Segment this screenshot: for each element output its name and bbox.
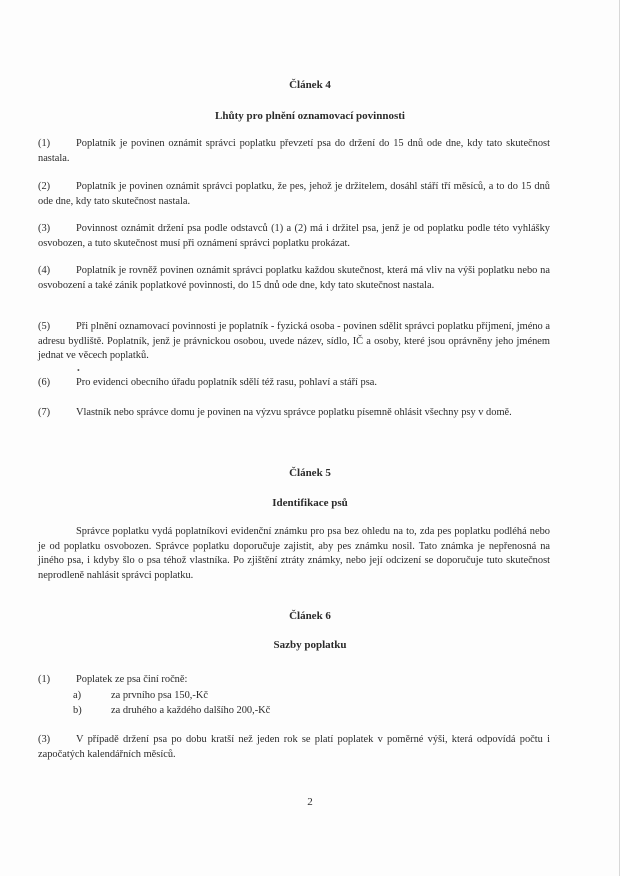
article-4-paragraph-4 <box>38 264 550 293</box>
article-4-paragraph-7 <box>38 406 550 421</box>
article-4-paragraph-6 <box>38 376 550 391</box>
paragraph-number: (4) <box>38 265 51 276</box>
paragraph-text: Poplatek ze psa činí ročně: <box>76 674 188 685</box>
paragraph-number: (1) <box>38 674 51 685</box>
item-text: za druhého a každého dalšího 200,-Kč <box>111 705 271 716</box>
paragraph-number: (3) <box>38 223 51 234</box>
article-4-paragraph-3 <box>38 222 550 251</box>
paragraph-number: (1) <box>38 138 51 149</box>
paragraph-text: Poplatník je povinen oznámit správci poplatku, že pes, jehož je držitelem, dosáhl stáří tří měsíců, a to do 15 dnů ode dne, kdy tato skutečnost nastala. <box>38 181 550 207</box>
paragraph-number: (5) <box>38 321 51 332</box>
paragraph-text: Při plnění oznamovací povinnosti je poplatník - fyzická osoba - povinen sdělit správci poplatku příjmení, jméno a adresu bydliště. Poplatník, jenž je právnickou osobou, uvede název, sídlo, IČ a osoby, které jsou oprávněny jeho jménem jednat ve věcech poplatků. <box>38 321 550 361</box>
article-4-paragraph-5 <box>38 320 550 364</box>
paragraph-text: Pro evidenci obecního úřadu poplatník sdělí též rasu, pohlaví a stáří psa. <box>76 377 377 388</box>
article-4-paragraph-2 <box>38 180 550 209</box>
item-letter: b) <box>73 705 82 716</box>
paragraph-text: Povinnost oznámit držení psa podle odstavců (1) a (2) má i držitel psa, jenž je od poplatku podle této vyhlášky osvobozen, a tuto skutečnost musí při oznámení správci poplatku prokázat. <box>38 223 550 249</box>
page-number: 2 <box>307 796 313 808</box>
item-letter: a) <box>73 690 82 701</box>
paragraph-number: (2) <box>38 181 51 192</box>
paragraph-text: Poplatník je rovněž povinen oznámit správci poplatku každou skutečnost, která má vliv na výši poplatku nebo na osvobození a také zánik poplatkové povinnosti, do 15 dnů ode dne, kdy tato skutečnost nastala. <box>38 265 550 291</box>
article-4-paragraph-1 <box>38 137 550 166</box>
article-6-paragraph-3 <box>38 733 550 762</box>
paragraph-text: V případě držení psa po dobu kratší než jeden rok se platí poplatek v poměrné výši, která odpovídá počtu i započatých kalendářních měsíců. <box>38 734 550 760</box>
rate-item-a <box>73 689 208 703</box>
paragraph-number: (3) <box>38 734 51 745</box>
article-5-text: Správce poplatku vydá poplatníkovi evidenční známku pro psa bez ohledu na to, zda pes poplatku podléhá nebo je od poplatku osvobozen. Správce poplatku doporučuje zajistit, aby pes známku nosil. Tato známka je nepřenosná na jiného psa, i kdyby šlo o psa téhož vlastníka. Po zjištění ztráty známky, nebo její odcizení se doporučuje tuto skutečnost neprodleně nahlásit správci poplatku. <box>38 526 550 581</box>
article-5-title: Článek 5 <box>289 467 331 479</box>
paragraph-text: Poplatník je povinen oznámit správci poplatku převzetí psa do držení do 15 dnů ode dne, kdy tato skutečnost nastala. <box>38 138 550 164</box>
article-4-subtitle: Lhůty pro plnění oznamovací povinnosti <box>215 110 405 122</box>
stray-mark: • <box>77 366 80 375</box>
article-6-title: Článek 6 <box>289 610 331 622</box>
article-5-subtitle: Identifikace psů <box>272 497 348 509</box>
paragraph-number: (6) <box>38 377 51 388</box>
paragraph-number: (7) <box>38 407 51 418</box>
paragraph-text: Vlastník nebo správce domu je povinen na výzvu správce poplatku písemně ohlásit všechny psy v domě. <box>76 407 512 418</box>
article-4-title: Článek 4 <box>289 79 331 91</box>
rate-item-b <box>73 704 270 718</box>
item-text: za prvního psa 150,-Kč <box>111 690 208 701</box>
article-6-subtitle: Sazby poplatku <box>273 639 347 651</box>
article-6-paragraph-1 <box>38 673 550 688</box>
